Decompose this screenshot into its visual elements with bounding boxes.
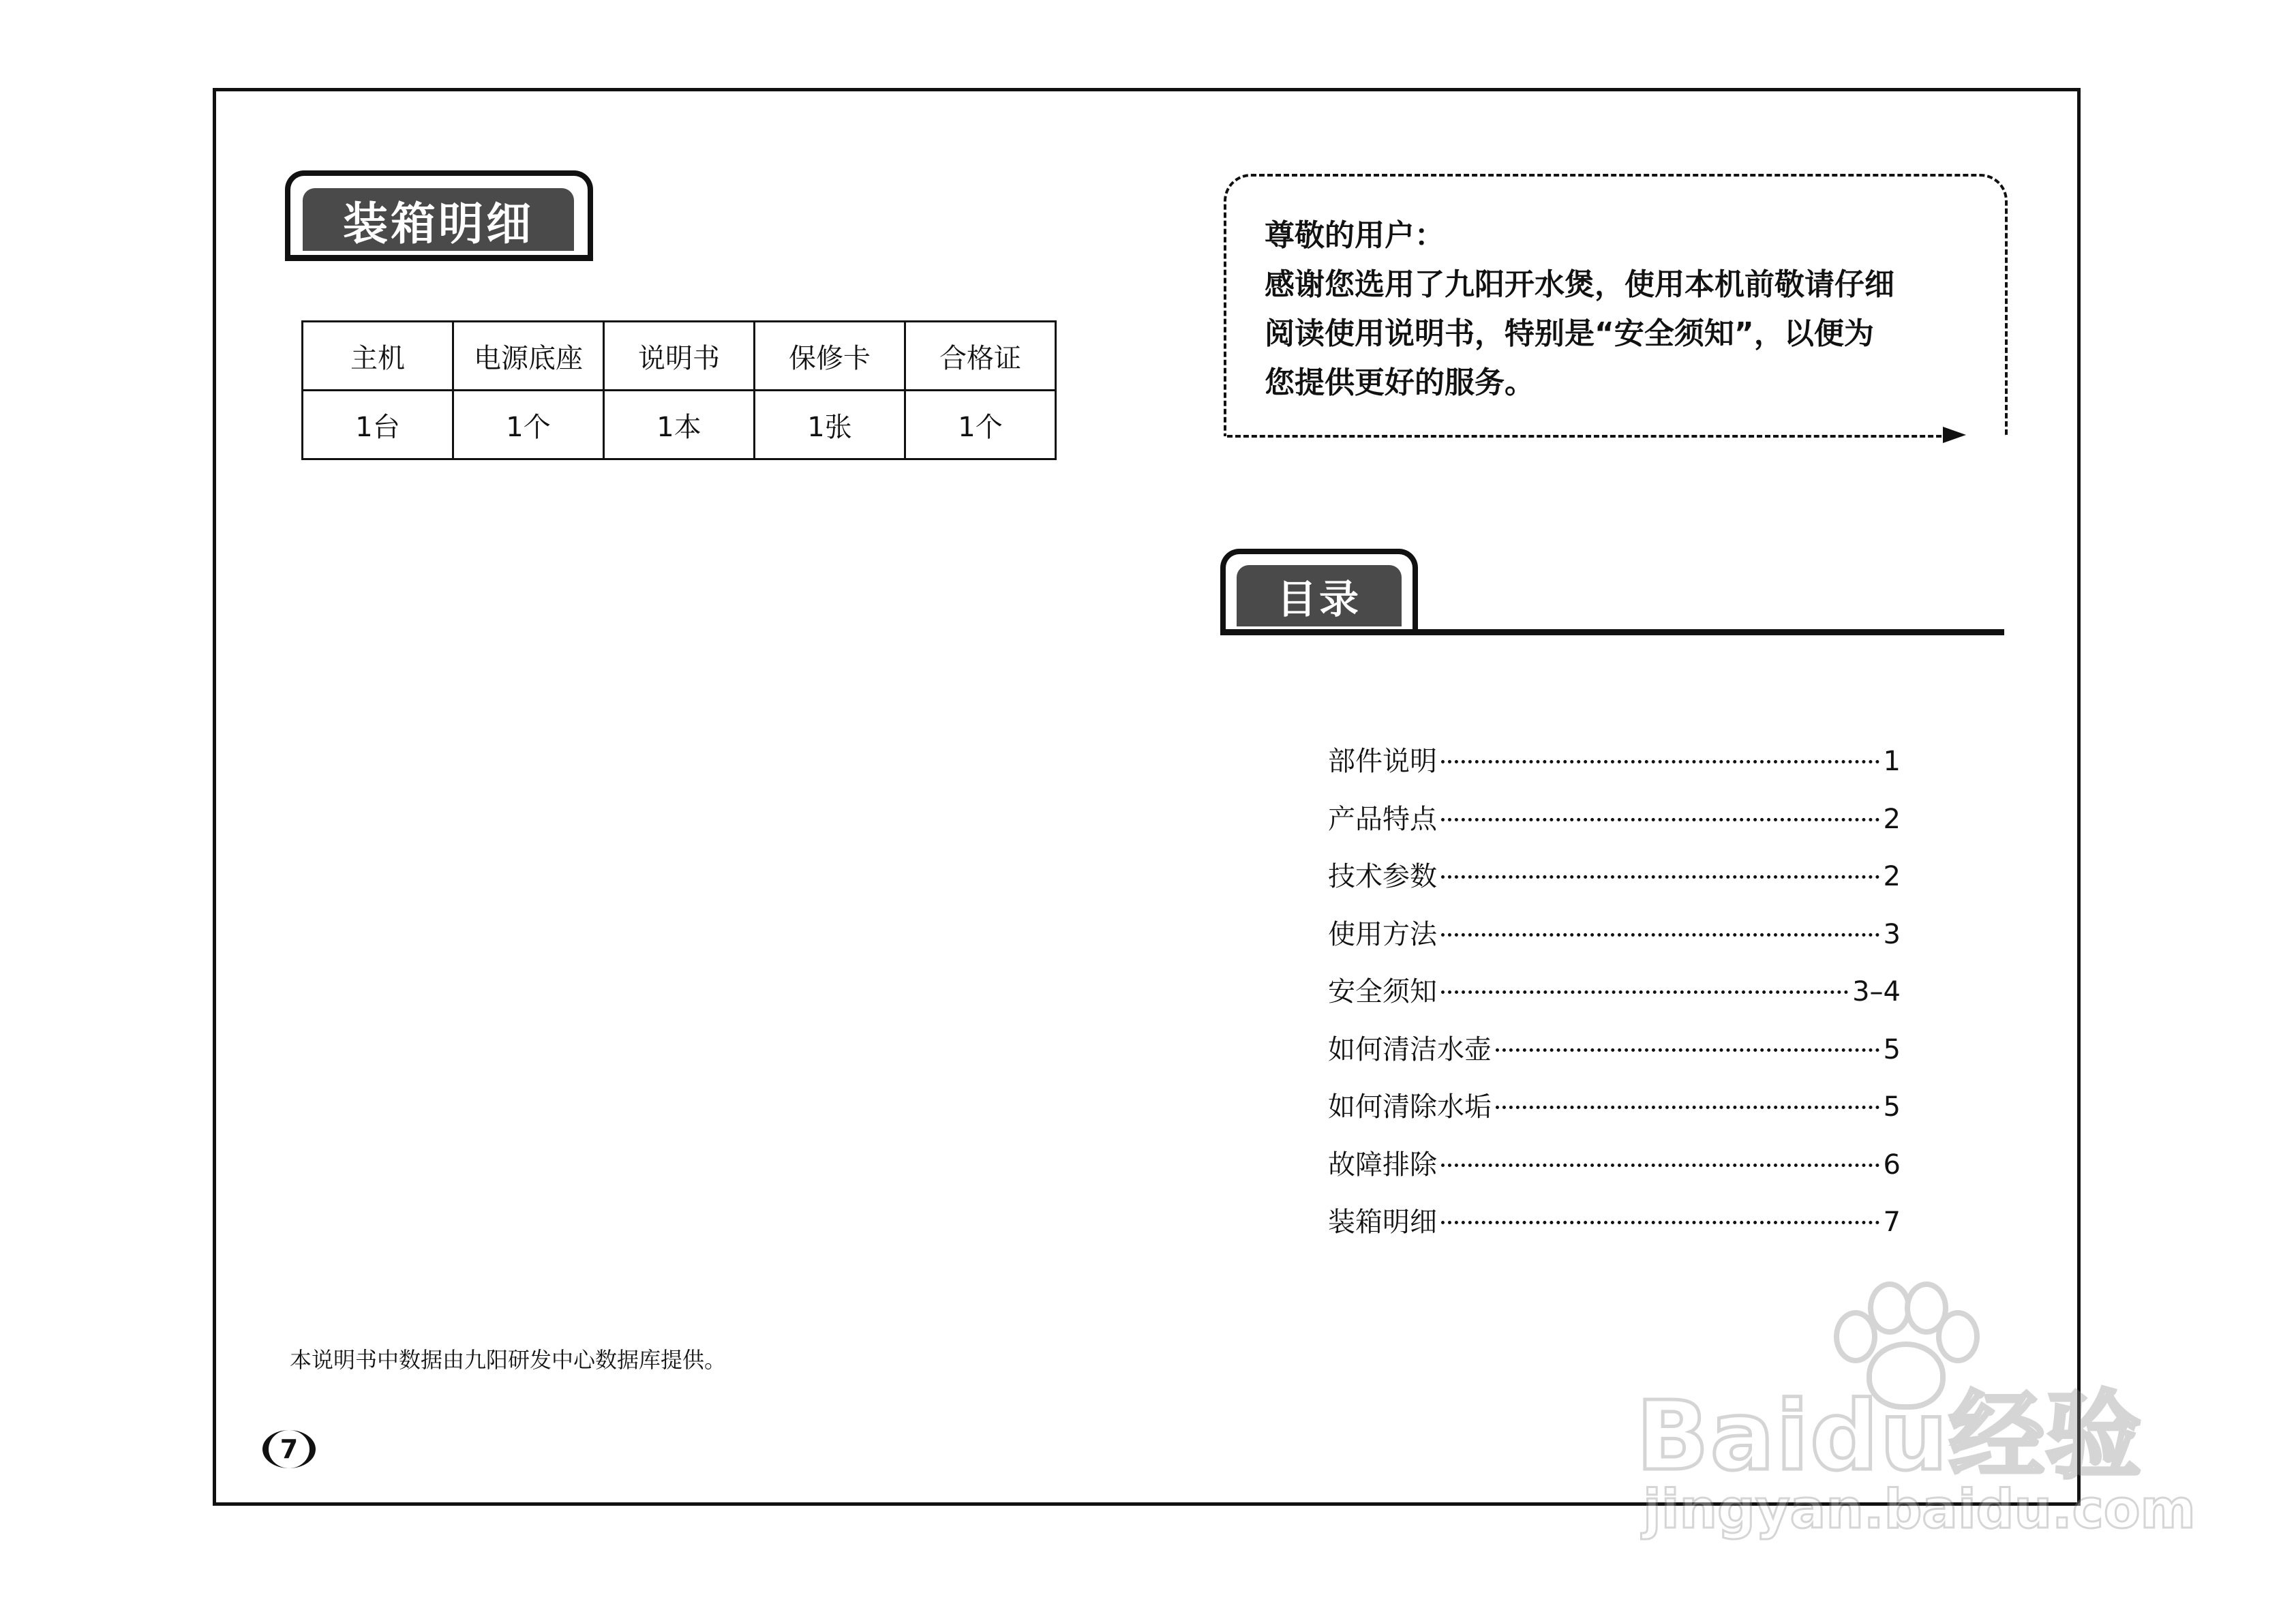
packing-value-cell: 1张: [755, 391, 905, 459]
footnote: 本说明书中数据由九阳研发中心数据库提供。: [290, 1347, 727, 1373]
toc-item-label: 技术参数: [1328, 861, 1437, 892]
packing-header-cell: 保修卡: [755, 322, 905, 391]
greeting-box-bottom-border: [1227, 435, 1950, 438]
packing-value-cell: 1个: [453, 391, 604, 459]
toc-item-page: 6: [1883, 1149, 1901, 1181]
toc-leader-dots: [1496, 1048, 1879, 1052]
toc-item[interactable]: [1328, 1085, 1901, 1143]
page-number: 7: [262, 1430, 316, 1468]
toc-list: [1328, 740, 1901, 1258]
toc-leader-dots: [1441, 933, 1879, 937]
packing-header-cell: 合格证: [905, 322, 1056, 391]
packing-value-row: [303, 391, 1056, 459]
baidu-watermark: [1636, 1281, 2196, 1554]
toc-leader-dots: [1441, 1164, 1879, 1167]
toc-item-label: 装箱明细: [1328, 1207, 1437, 1238]
packing-header-row: [303, 322, 1056, 391]
toc-item-label: 安全须知: [1328, 976, 1437, 1007]
toc-item-page: 2: [1883, 803, 1901, 835]
toc-section-header: [1220, 549, 2004, 637]
packing-title: 装箱明细: [303, 188, 574, 251]
toc-leader-dots: [1441, 760, 1879, 763]
toc-leader-dots: [1496, 1106, 1879, 1109]
toc-item[interactable]: [1328, 970, 1901, 1028]
packing-header-cell: 电源底座: [453, 322, 604, 391]
greeting-salutation: 尊敬的用户：: [1265, 218, 1445, 253]
toc-item-label: 如何清除水垢: [1328, 1091, 1492, 1123]
packing-value-cell: 1本: [604, 391, 755, 459]
toc-item-label: 产品特点: [1328, 803, 1437, 835]
toc-leader-dots: [1441, 818, 1879, 821]
toc-title: 目录: [1237, 565, 1402, 626]
toc-item-label: 部件说明: [1328, 746, 1437, 777]
greeting-line: 感谢您选用了九阳开水煲，使用本机前敬请仔细: [1265, 267, 1894, 302]
packing-value-cell: 1台: [303, 391, 453, 459]
packing-header-cell: 说明书: [604, 322, 755, 391]
packing-header-cell: 主机: [303, 322, 453, 391]
packing-value-cell: 1个: [905, 391, 1056, 459]
toc-item[interactable]: [1328, 1200, 1901, 1258]
toc-leader-dots: [1441, 1221, 1879, 1224]
toc-item[interactable]: [1328, 1028, 1901, 1086]
watermark-url: jingyan.baidu.com: [1643, 1479, 2196, 1541]
watermark-brand: Baidu经验: [1636, 1381, 2143, 1492]
toc-item-page: 3: [1883, 918, 1901, 950]
toc-item-label: 使用方法: [1328, 918, 1437, 950]
toc-item-page: 2: [1883, 861, 1901, 892]
toc-item[interactable]: [1328, 1143, 1901, 1201]
toc-item[interactable]: [1328, 798, 1901, 855]
toc-item-page: 3–4: [1852, 976, 1901, 1007]
arrow-right-icon: [1943, 427, 1966, 443]
toc-item[interactable]: [1328, 855, 1901, 913]
greeting-line: 您提供更好的服务。: [1265, 365, 1535, 400]
toc-leader-dots: [1441, 875, 1879, 879]
toc-item[interactable]: [1328, 913, 1901, 971]
toc-item-label: 故障排除: [1328, 1149, 1437, 1181]
toc-item-page: 5: [1883, 1091, 1901, 1123]
greeting-text: [1265, 211, 1987, 408]
packing-section-header: [285, 170, 593, 262]
toc-item-label: 如何清洁水壶: [1328, 1033, 1492, 1065]
packing-table: [301, 320, 1057, 460]
toc-item-page: 7: [1883, 1207, 1901, 1238]
toc-leader-dots: [1441, 990, 1848, 994]
toc-item-page: 5: [1883, 1033, 1901, 1065]
toc-item-page: 1: [1883, 746, 1901, 777]
greeting-line: 阅读使用说明书，特别是“安全须知”，以便为: [1265, 316, 1874, 351]
toc-item[interactable]: [1328, 740, 1901, 798]
